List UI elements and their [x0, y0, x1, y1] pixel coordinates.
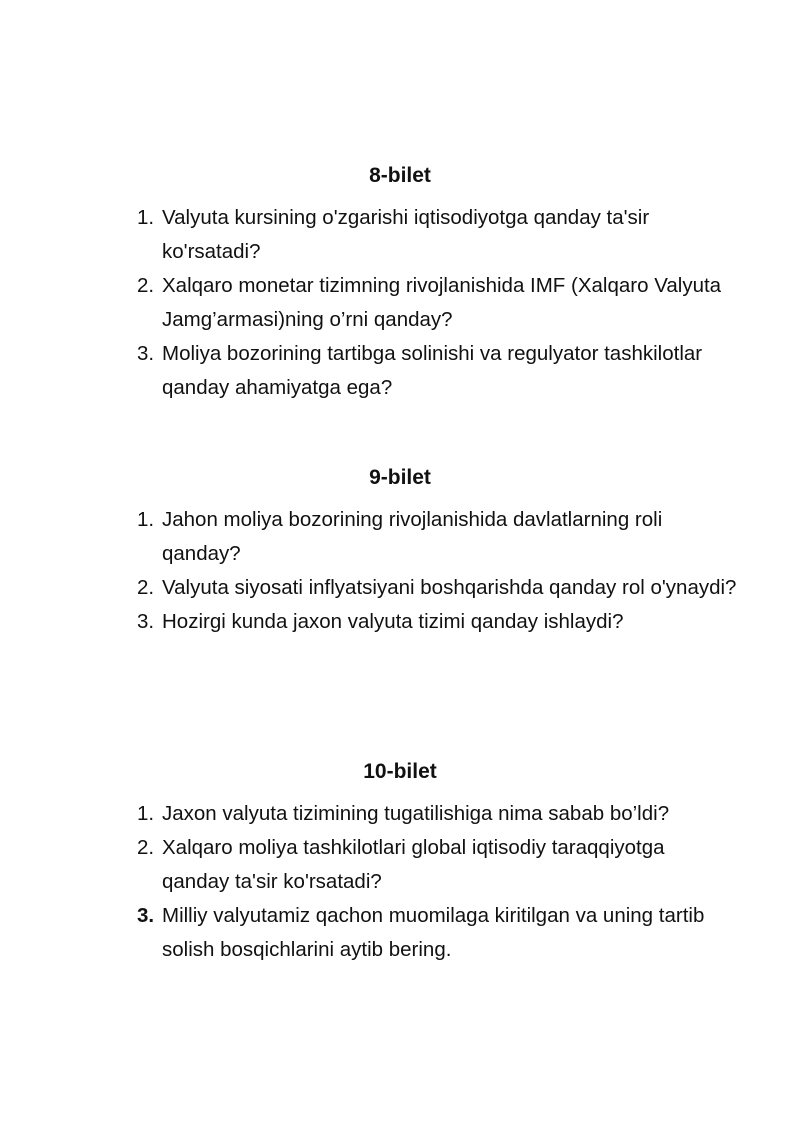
list-item [137, 831, 737, 899]
question-number: 3. [137, 342, 155, 365]
list-item [137, 605, 737, 639]
question-text: Jaxon valyuta tizimining tugatilishiga nima sabab bo’ldi? [162, 802, 670, 825]
question-list [137, 797, 737, 967]
list-item [137, 571, 737, 605]
question-text: Xalqaro monetar tizimning rivojlanishida IMF (Xalqaro Valyuta Jamg’armasi)ning o’rni qanday? [162, 274, 722, 331]
question-number: 1. [137, 802, 155, 825]
list-item [137, 899, 737, 967]
list-item [137, 337, 737, 405]
question-text: Valyuta siyosati inflyatsiyani boshqarishda qanday rol o'ynaydi? [162, 576, 737, 599]
question-text: Jahon moliya bozorining rivojlanishida davlatlarning roli qanday? [162, 508, 663, 565]
ticket-title: 9-bilet [369, 466, 431, 489]
question-list [137, 201, 737, 405]
question-text: Hozirgi kunda jaxon valyuta tizimi qanday ishlaydi? [162, 610, 624, 633]
question-number: 2. [137, 836, 155, 859]
list-item [137, 269, 737, 337]
question-number: 1. [137, 508, 155, 531]
question-number: 2. [137, 274, 155, 297]
ticket-title: 10-bilet [363, 760, 437, 783]
list-item [137, 503, 737, 571]
question-list [137, 503, 737, 639]
list-item [137, 201, 737, 269]
question-text: Milliy valyutamiz qachon muomilaga kiritilgan va uning tartib solish bosqichlarini aytib bering. [162, 904, 705, 961]
question-number: 1. [137, 206, 155, 229]
question-number: 3. [137, 610, 155, 633]
ticket-title: 8-bilet [369, 164, 431, 187]
question-number: 3. [137, 904, 155, 927]
question-number: 2. [137, 576, 155, 599]
question-text: Moliya bozorining tartibga solinishi va regulyator tashkilotlar qanday ahamiyatga ega? [162, 342, 703, 399]
question-text: Xalqaro moliya tashkilotlari global iqtisodiy taraqqiyotga qanday ta'sir ko'rsatadi? [162, 836, 665, 893]
list-item [137, 797, 737, 831]
question-text: Valyuta kursining o'zgarishi iqtisodiyotga qanday ta'sir ko'rsatadi? [162, 206, 650, 263]
